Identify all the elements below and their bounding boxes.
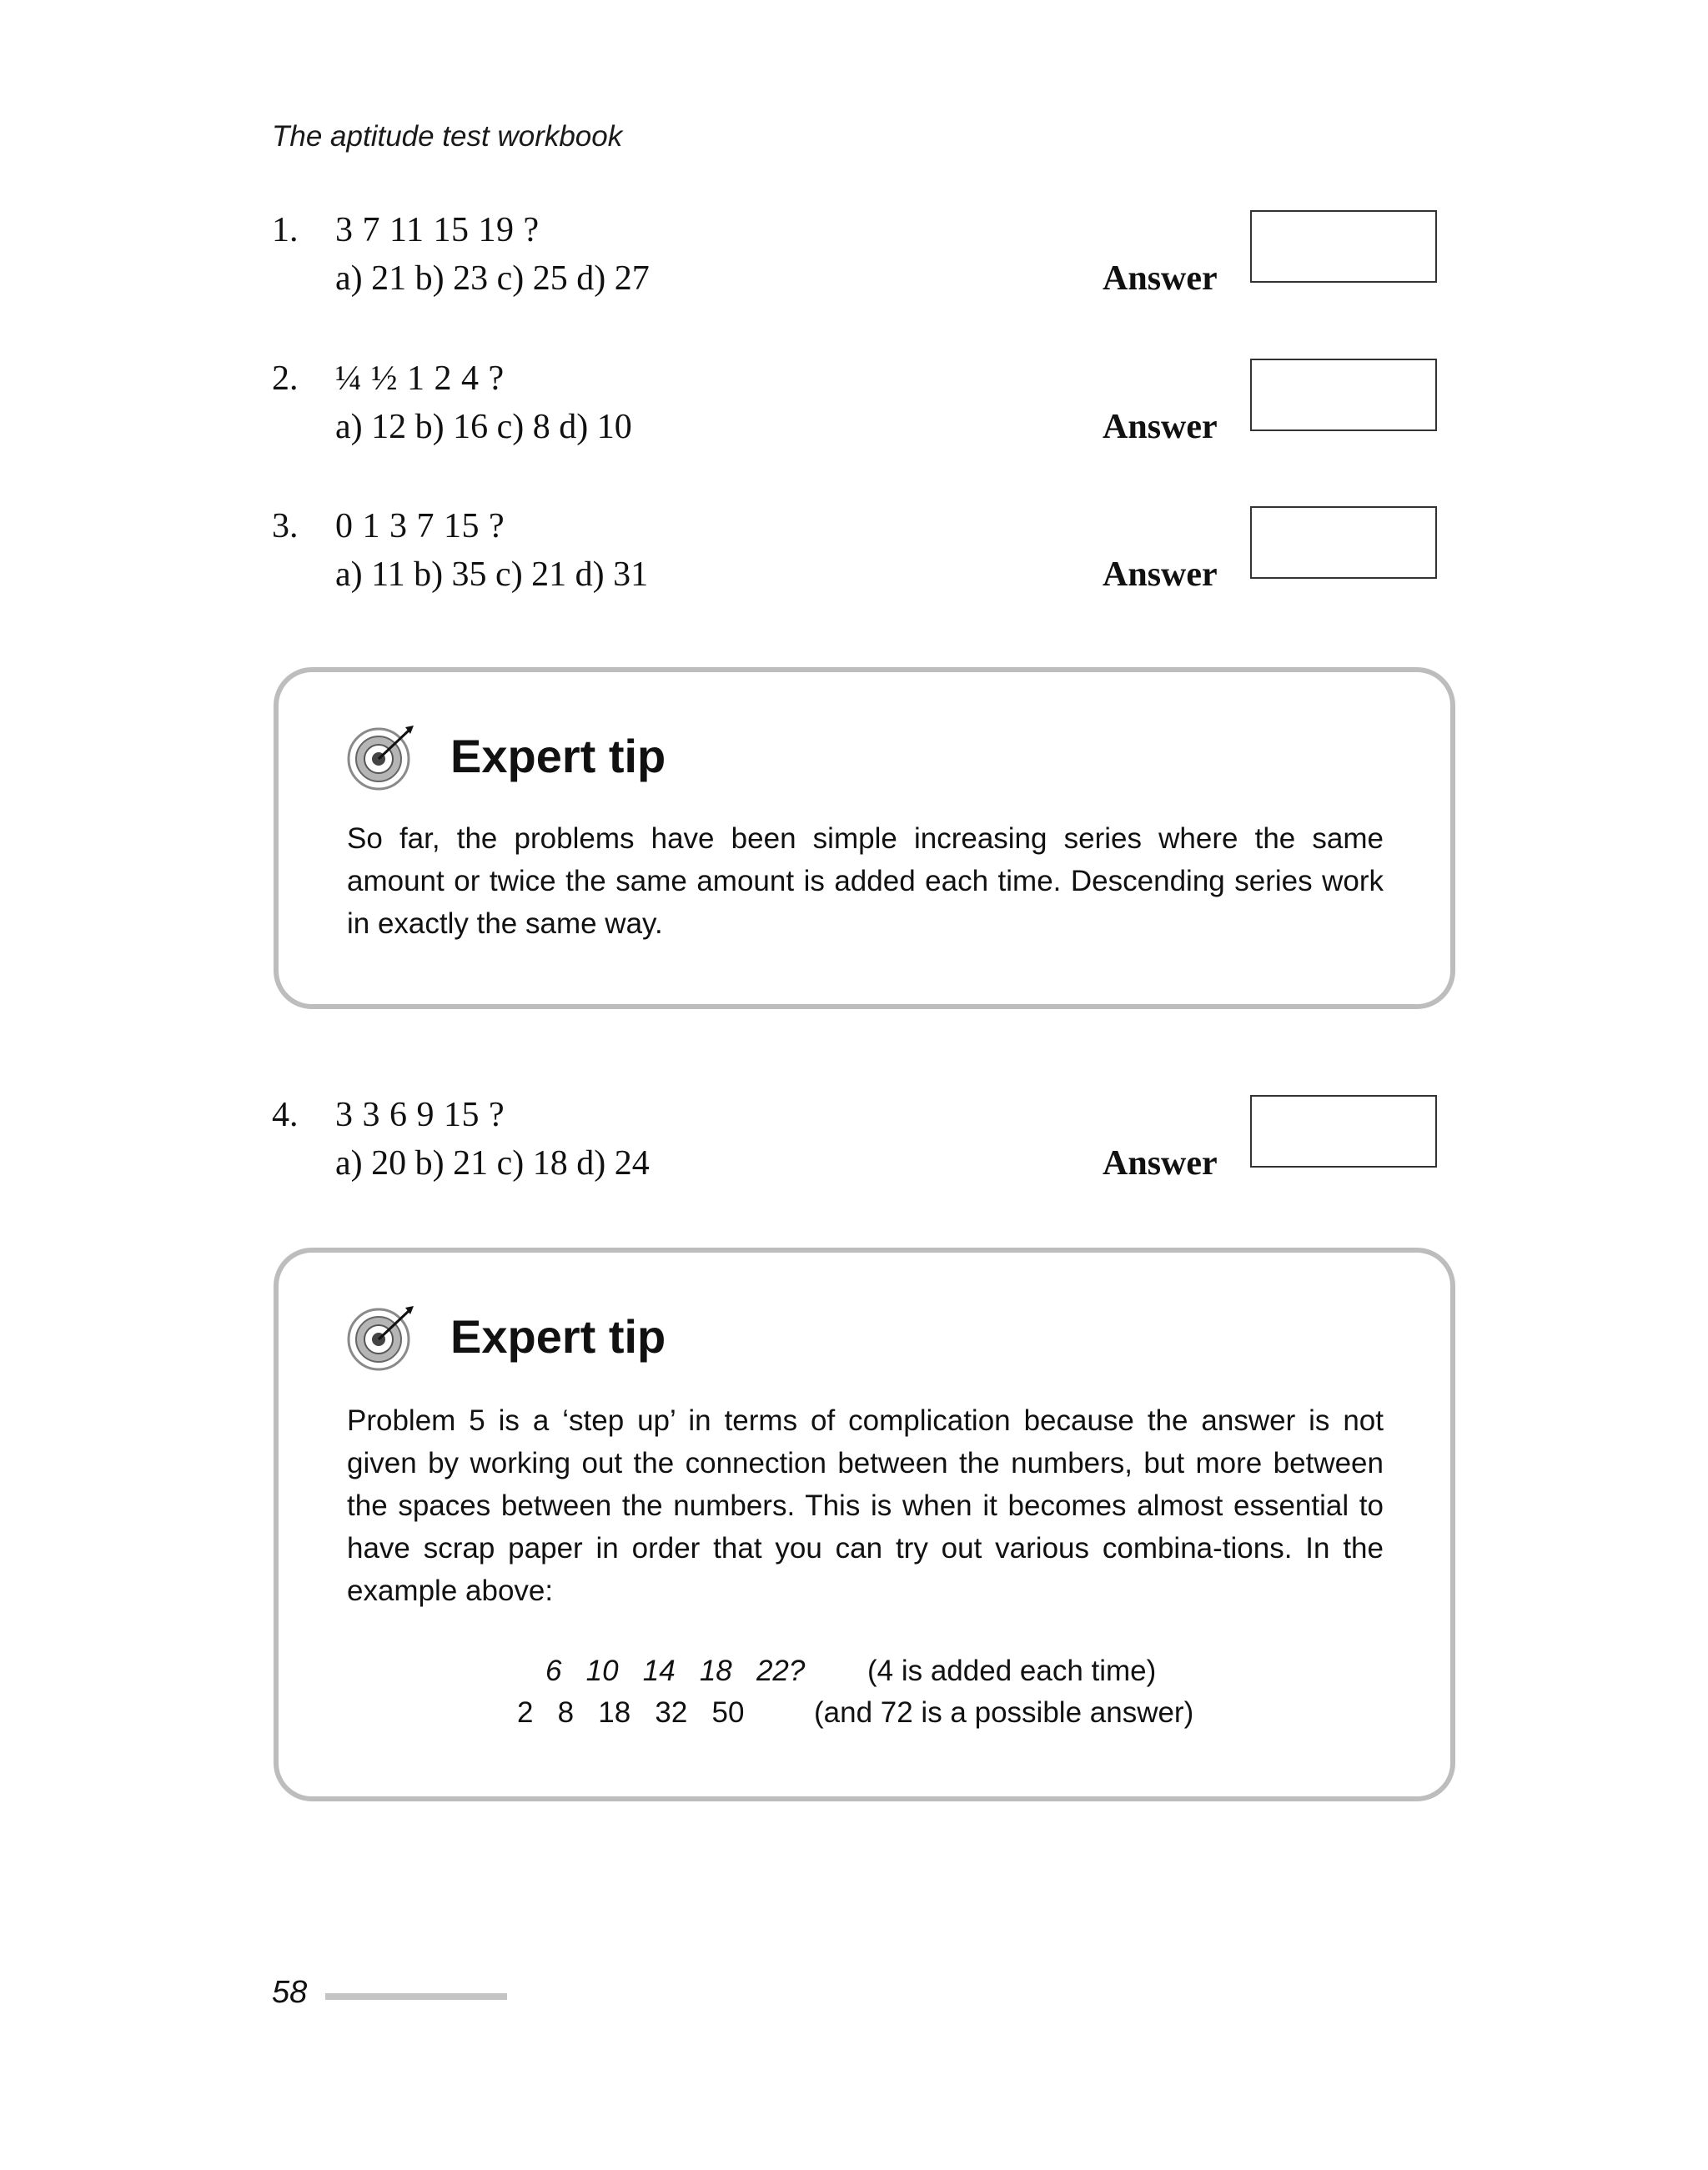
answer-label: Answer [1103,408,1218,446]
question-options: a) 21 b) 23 c) 25 d) 27 [335,259,650,298]
footer-rule [325,1993,507,2000]
expert-tip-box [274,1248,1455,1801]
answer-box[interactable] [1250,359,1437,431]
question-options: a) 20 b) 21 c) 18 d) 24 [335,1144,650,1183]
example-line-2-note: (and 72 is a possible answer) [814,1696,1194,1729]
question-sequence: 3 3 6 9 15 ? [335,1096,505,1134]
example-line-1-numbers: 6 10 14 18 22? [545,1655,806,1687]
answer-box[interactable] [1250,1095,1437,1168]
question-number: 1. [272,211,299,249]
question-sequence: 3 7 11 15 19 ? [335,211,540,249]
answer-label: Answer [1103,259,1218,298]
running-header: The aptitude test workbook [272,120,623,153]
answer-box[interactable] [1250,506,1437,579]
answer-label: Answer [1103,555,1218,594]
question-number: 2. [272,359,299,398]
question-options: a) 11 b) 35 c) 21 d) 31 [335,555,649,594]
tip-body: So far, the problems have been simple increasing series where the same amount or twice the same amount is added each time. Descending series work in exactly the same way. [347,822,1384,940]
target-icon [347,1301,417,1371]
question-number: 4. [272,1096,299,1134]
question-sequence: ¼ ½ 1 2 4 ? [335,359,505,398]
question-sequence: 0 1 3 7 15 ? [335,507,505,545]
question-number: 3. [272,507,299,545]
example-line-2-numbers: 2 8 18 32 50 [517,1696,745,1729]
tip-title: Expert tip [450,1310,666,1363]
question-1 [272,210,1448,319]
question-4 [272,1095,1448,1203]
target-icon [347,721,417,791]
question-options: a) 12 b) 16 c) 8 d) 10 [335,408,632,446]
page-number: 58 [272,1975,308,2010]
question-2 [272,359,1448,467]
tip-body: Problem 5 is a ‘step up’ in terms of complication because the answer is not given by working out the connection between the numbers, but more between the spaces between the numbers. This is when it becomes almost essential to have scrap paper in order that you can try out various combina-tions. In the example above: [347,1404,1384,1607]
tip-title: Expert tip [450,730,666,782]
expert-tip-box [274,667,1455,1009]
answer-label: Answer [1103,1144,1218,1183]
answer-box[interactable] [1250,210,1437,283]
example-line-1-note: (4 is added each time) [867,1655,1157,1687]
question-3 [272,506,1448,615]
